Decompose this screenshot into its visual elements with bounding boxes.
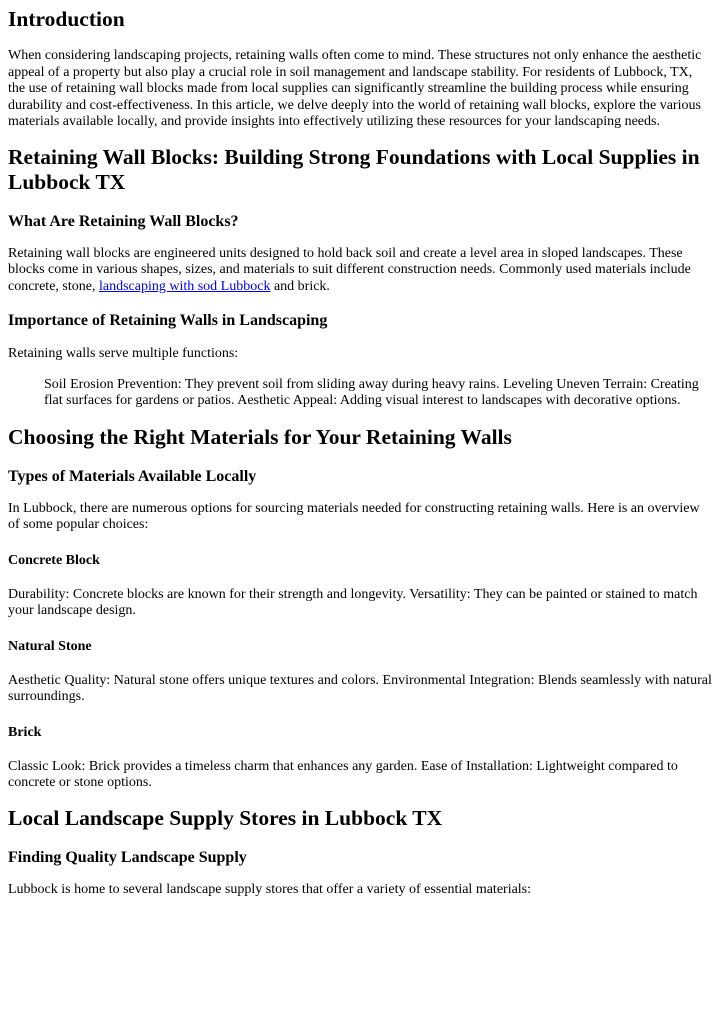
- material-description: Durability: Concrete blocks are known for their strength and longevity. Versatility: They can be painted or stained to match your landscape design.: [8, 586, 698, 618]
- what-text-after: and brick.: [270, 278, 330, 294]
- what-are-blocks-paragraph: [8, 246, 712, 296]
- intro-paragraph: When considering landscaping projects, retaining walls often come to mind. These structures not only enhance the aesthetic appeal of a property but also play a crucial role in soil management and landscape stability. For residents of Lubbock, TX, the use of retaining wall blocks made from local supplies can significantly streamline the building process while ensuring durability and cost-effectiveness. In this article, we delve deeply into the world of retaining wall blocks, explore the various materials available locally, and provide insights into effectively utilizing these resources for your landscaping needs.: [8, 48, 702, 129]
- subheading-what-are-blocks: What Are Retaining Wall Blocks?: [8, 212, 239, 230]
- subheading-finding-supply: Finding Quality Landscape Supply: [8, 848, 247, 866]
- material-name: Concrete Block: [8, 552, 100, 568]
- material-name: Natural Stone: [8, 638, 92, 654]
- material-name: Brick: [8, 724, 42, 740]
- document-page: [0, 7, 720, 898]
- section-heading-local-stores: Local Landscape Supply Stores in Lubbock TX: [8, 805, 443, 830]
- subheading-importance: Importance of Retaining Walls in Landscaping: [8, 312, 328, 329]
- types-intro: In Lubbock, there are numerous options for sourcing materials needed for constructing retaining walls. Here is an overview of some popular choices:: [8, 500, 700, 532]
- section-heading-choosing-materials: Choosing the Right Materials for Your Retaining Walls: [8, 424, 512, 449]
- material-description: Classic Look: Brick provides a timeless charm that enhances any garden. Ease of Installation: Lightweight compared to concrete or stone options.: [8, 758, 678, 790]
- importance-intro: Retaining walls serve multiple functions:: [8, 346, 239, 361]
- importance-list: Soil Erosion Prevention: They prevent soil from sliding away during heavy rains. Leveling Uneven Terrain: Creating flat surfaces for gardens or patios. Aesthetic Appeal: Adding visual interest to landscapes with decorative options.: [44, 376, 699, 408]
- material-description: Aesthetic Quality: Natural stone offers unique textures and colors. Environmental Integration: Blends seamlessly with natural surroundings.: [8, 672, 712, 704]
- finding-paragraph: Lubbock is home to several landscape supply stores that offer a variety of essential materials:: [8, 881, 532, 897]
- what-text-before: Retaining wall blocks are engineered units designed to hold back soil and create a level area in sloped landscapes. These blocks come in various shapes, sizes, and materials to suit different construction needs. Commonly used materials include concrete, stone,: [8, 245, 691, 294]
- section-heading-retaining-wall-blocks: Retaining Wall Blocks: Building Strong Foundations with Local Supplies in Lubbock TX: [8, 144, 700, 194]
- intro-heading: Introduction: [8, 7, 125, 31]
- landscaping-sod-link[interactable]: landscaping with sod Lubbock: [98, 278, 271, 294]
- subheading-types-of-materials: Types of Materials Available Locally: [8, 467, 257, 485]
